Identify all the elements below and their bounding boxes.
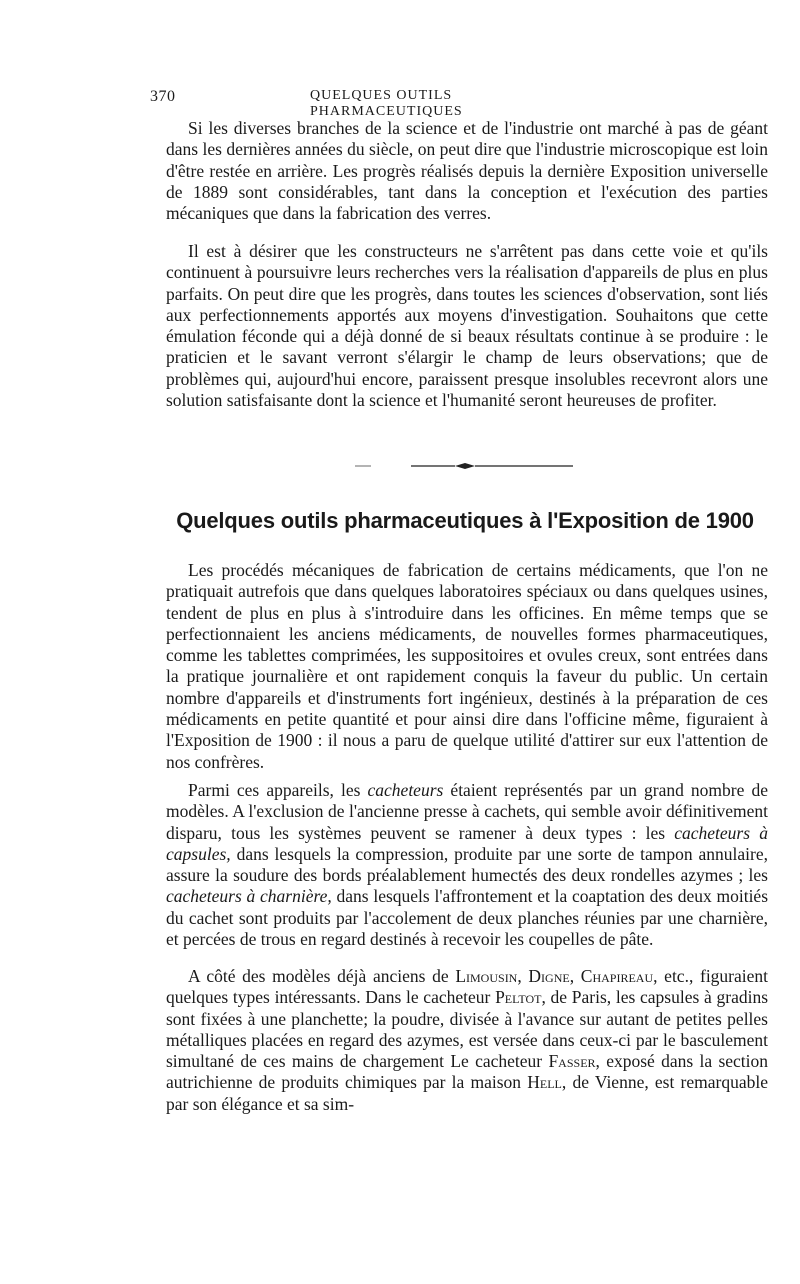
text-run: , etc., figuraient quelques types intéressants. Dans le cacheteur xyxy=(166,966,769,1008)
text-run: , exposé dans la section autrichienne de produits chimiques par la maison xyxy=(166,1051,769,1093)
text-run: Parmi ces appareils, les xyxy=(188,780,368,800)
text-run: , de Vienne, est remarquable par son élégance et sa sim- xyxy=(166,1072,768,1114)
paragraph-text: Si les diverses branches de la science et de l'industrie ont marché à pas de géant dans les dernières années du siècle, on peut dire que l'industrie microscopique est loin d'être restée en arrière. Les progrès réalisés depuis la dernière Exposition universelle de 1889 sont considérables, tant dans la conception et l'exécution des parties mécaniques que dans la fabrication des verres. xyxy=(166,118,768,224)
text-run: , de Paris, les capsules à gradins sont fixées à une planchette; la poudre, divisée à l'avance sur autant de petites pelles métalliques placées en regard des azymes, est versée dans ceux-ci par le basculement simultané de ces mains de chargement Le cacheteur xyxy=(166,987,769,1072)
proper-name: Hell xyxy=(527,1072,562,1093)
running-title: QUELQUES OUTILS PHARMACEUTIQUES xyxy=(310,88,463,119)
paragraph-text: Les procédés mécaniques de fabrication de certains médicaments, que l'on ne pratiquait autrefois que dans quelques laboratoires spéciaux ou dans quelques usines, tendent de plus en plus à s'introduire dans les officines. En même temps que se perfectionnaient les anciens médicaments, de nouvelles formes pharmaceutiques, comme les tablettes comprimées, les suppositoires et ovules creux, sont entrées dans la pratique journalière et ont rapidement conquis la faveur du public. Un certain nombre d'appareils et d'instruments fort ingénieux, destinés à la préparation de ces médicaments en petite quantité et pour ainsi dire dans l'officine même, figuraient à l'Exposition de 1900 : il nous a paru de quelque utilité d'attirer sur eux l'attention de nos confrères. xyxy=(166,560,768,772)
paragraph-cacheteurs xyxy=(166,780,768,950)
ornamental-divider xyxy=(355,462,575,470)
paragraph-text xyxy=(166,780,768,950)
paragraph-constructors xyxy=(166,241,768,411)
text-run: A côté des modèles déjà anciens de xyxy=(188,966,456,986)
text-run: dans lesquels la compression, produite par une sorte de tampon annulaire, assure la soudure des bords préalablement humectés des deux rondelles azymes ; les xyxy=(166,843,768,886)
paragraph-mechanical-processes xyxy=(166,560,768,773)
paragraph-text xyxy=(166,966,768,1115)
text-run: , xyxy=(517,966,529,986)
proper-name: Limousin xyxy=(455,966,518,986)
section-title: Quelques outils pharmaceutiques à l'Exposition de 1900 xyxy=(176,508,754,533)
proper-name: Digne xyxy=(528,966,570,986)
italic-term: cacheteurs à charnière, xyxy=(166,886,332,907)
paragraph-microscopy-progress xyxy=(166,118,768,224)
page-number: 370 xyxy=(150,88,176,105)
text-run: dans lesquels l'affrontement et la coaptation des deux moitiés du cachet sont produits par l'accolement de deux planches réunies par une charnière, et percées de trous en regard destinés à recevoir les coupelles de pâte. xyxy=(166,886,769,950)
text-run: , xyxy=(569,966,581,986)
paragraph-text: Il est à désirer que les constructeurs ne s'arrêtent pas dans cette voie et qu'ils continuent à poursuivre leurs recherches vers la réalisation d'appareils de plus en plus parfaits. On peut dire que les progrès, dans toutes les sciences d'observation, sont liés aux perfectionnements apportés aux moyens d'investigation. Souhaitons que cette émulation féconde qui a déjà donné de si beaux résultats continue à se produire : le praticien et le savant verront s'élargir le champ de leurs observations; que de problèmes qui, aujourd'hui encore, paraissent presque insolubles recevront alors une solution satisfaisante dont la science et l'humanité seront heureuses de profiter. xyxy=(166,241,768,411)
italic-term: cacheteurs xyxy=(367,780,444,800)
text-run: étaient représentés par un grand nombre de modèles. A l'exclusion de l'ancienne presse à cachets, qui semble avoir définitivement disparu, tous les systèmes peuvent se ramener à deux types : les xyxy=(166,780,768,843)
proper-name: Fasser xyxy=(548,1051,596,1072)
proper-name: Chapireau xyxy=(580,966,654,986)
proper-name: Peltot xyxy=(495,987,542,1008)
italic-term: cacheteurs à capsules, xyxy=(166,822,768,864)
paragraph-models xyxy=(166,966,768,1115)
